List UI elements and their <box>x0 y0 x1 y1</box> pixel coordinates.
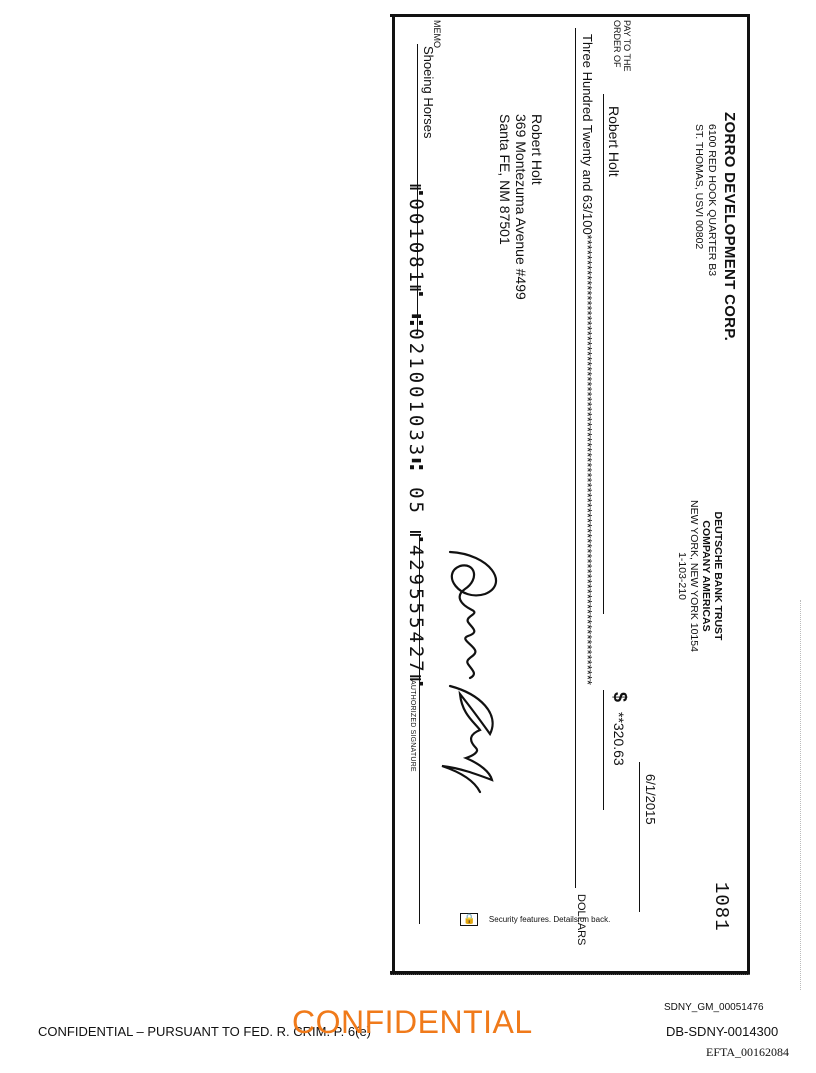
authorized-signature-image <box>420 544 520 804</box>
confidential-watermark: CONFIDENTIAL <box>292 1004 533 1040</box>
signature-label: AUTHORIZED SIGNATURE <box>409 680 416 772</box>
check-document <box>390 14 750 974</box>
pay-to-label-line: PAY TO THE <box>622 20 632 72</box>
check <box>390 14 750 974</box>
check-border-left <box>390 14 750 17</box>
security-text: Security features. Details on back. <box>488 915 611 924</box>
bank-name-line: COMPANY AMERICAS <box>700 520 712 632</box>
bank-routing-fraction: 1-103-210 <box>676 552 688 600</box>
security-notice <box>460 909 660 927</box>
bank-address: NEW YORK, NEW YORK 10154 <box>688 500 700 652</box>
micr-line: ⑈001081⑈ ⑆021001033⑆ 05 ⑈429555427⑈ <box>405 184 427 690</box>
bates-number-db-sdny: DB-SDNY-0014300 <box>666 1024 779 1039</box>
payee-line <box>603 94 604 614</box>
check-date: 6/1/2015 <box>643 774 658 825</box>
memo-value: Shoeing Horses <box>421 46 436 139</box>
check-border-bottom <box>392 14 395 974</box>
amount-words-line <box>575 28 576 888</box>
check-number: 1081 <box>710 882 732 932</box>
amount-in-words: Three Hundred Twenty and 63/100***************************************************************************************** <box>580 34 595 685</box>
check-border-right <box>390 971 750 975</box>
check-border-top <box>747 14 750 974</box>
scan-edge <box>800 600 803 990</box>
payee-address-line: Santa FE, NM 87501 <box>497 114 513 245</box>
payee-address-line: Robert Holt <box>529 114 545 185</box>
bates-number-sdny-gm: SDNY_GM_00051476 <box>664 1002 764 1013</box>
amount-numeric: **320.63 <box>611 712 627 766</box>
padlock-icon: 🔒 <box>460 913 478 926</box>
amount-line <box>603 690 604 810</box>
company-address-line: ST. THOMAS, USVI 00802 <box>693 124 705 250</box>
payee-address-line: 369 Montezuma Avenue #499 <box>513 114 529 300</box>
dollars-label: DOLLARS <box>575 894 587 946</box>
date-line <box>639 762 640 912</box>
memo-label: MEMO <box>432 20 442 48</box>
bank-name-line: DEUTSCHE BANK TRUST <box>712 511 724 641</box>
dollar-sign: $ <box>610 692 630 703</box>
payee-name: Robert Holt <box>606 106 622 177</box>
pay-to-label <box>612 20 632 72</box>
company-address-line: 6100 RED HOOK QUARTER B3 <box>706 124 718 277</box>
confidential-footer: CONFIDENTIAL – PURSUANT TO FED. R. CRIM. P. 6(e) <box>38 1024 372 1039</box>
pay-to-label-line: ORDER OF <box>612 20 622 68</box>
company-name: ZORRO DEVELOPMENT CORP. <box>721 112 738 342</box>
bates-number-efta: EFTA_00162084 <box>706 1045 790 1059</box>
